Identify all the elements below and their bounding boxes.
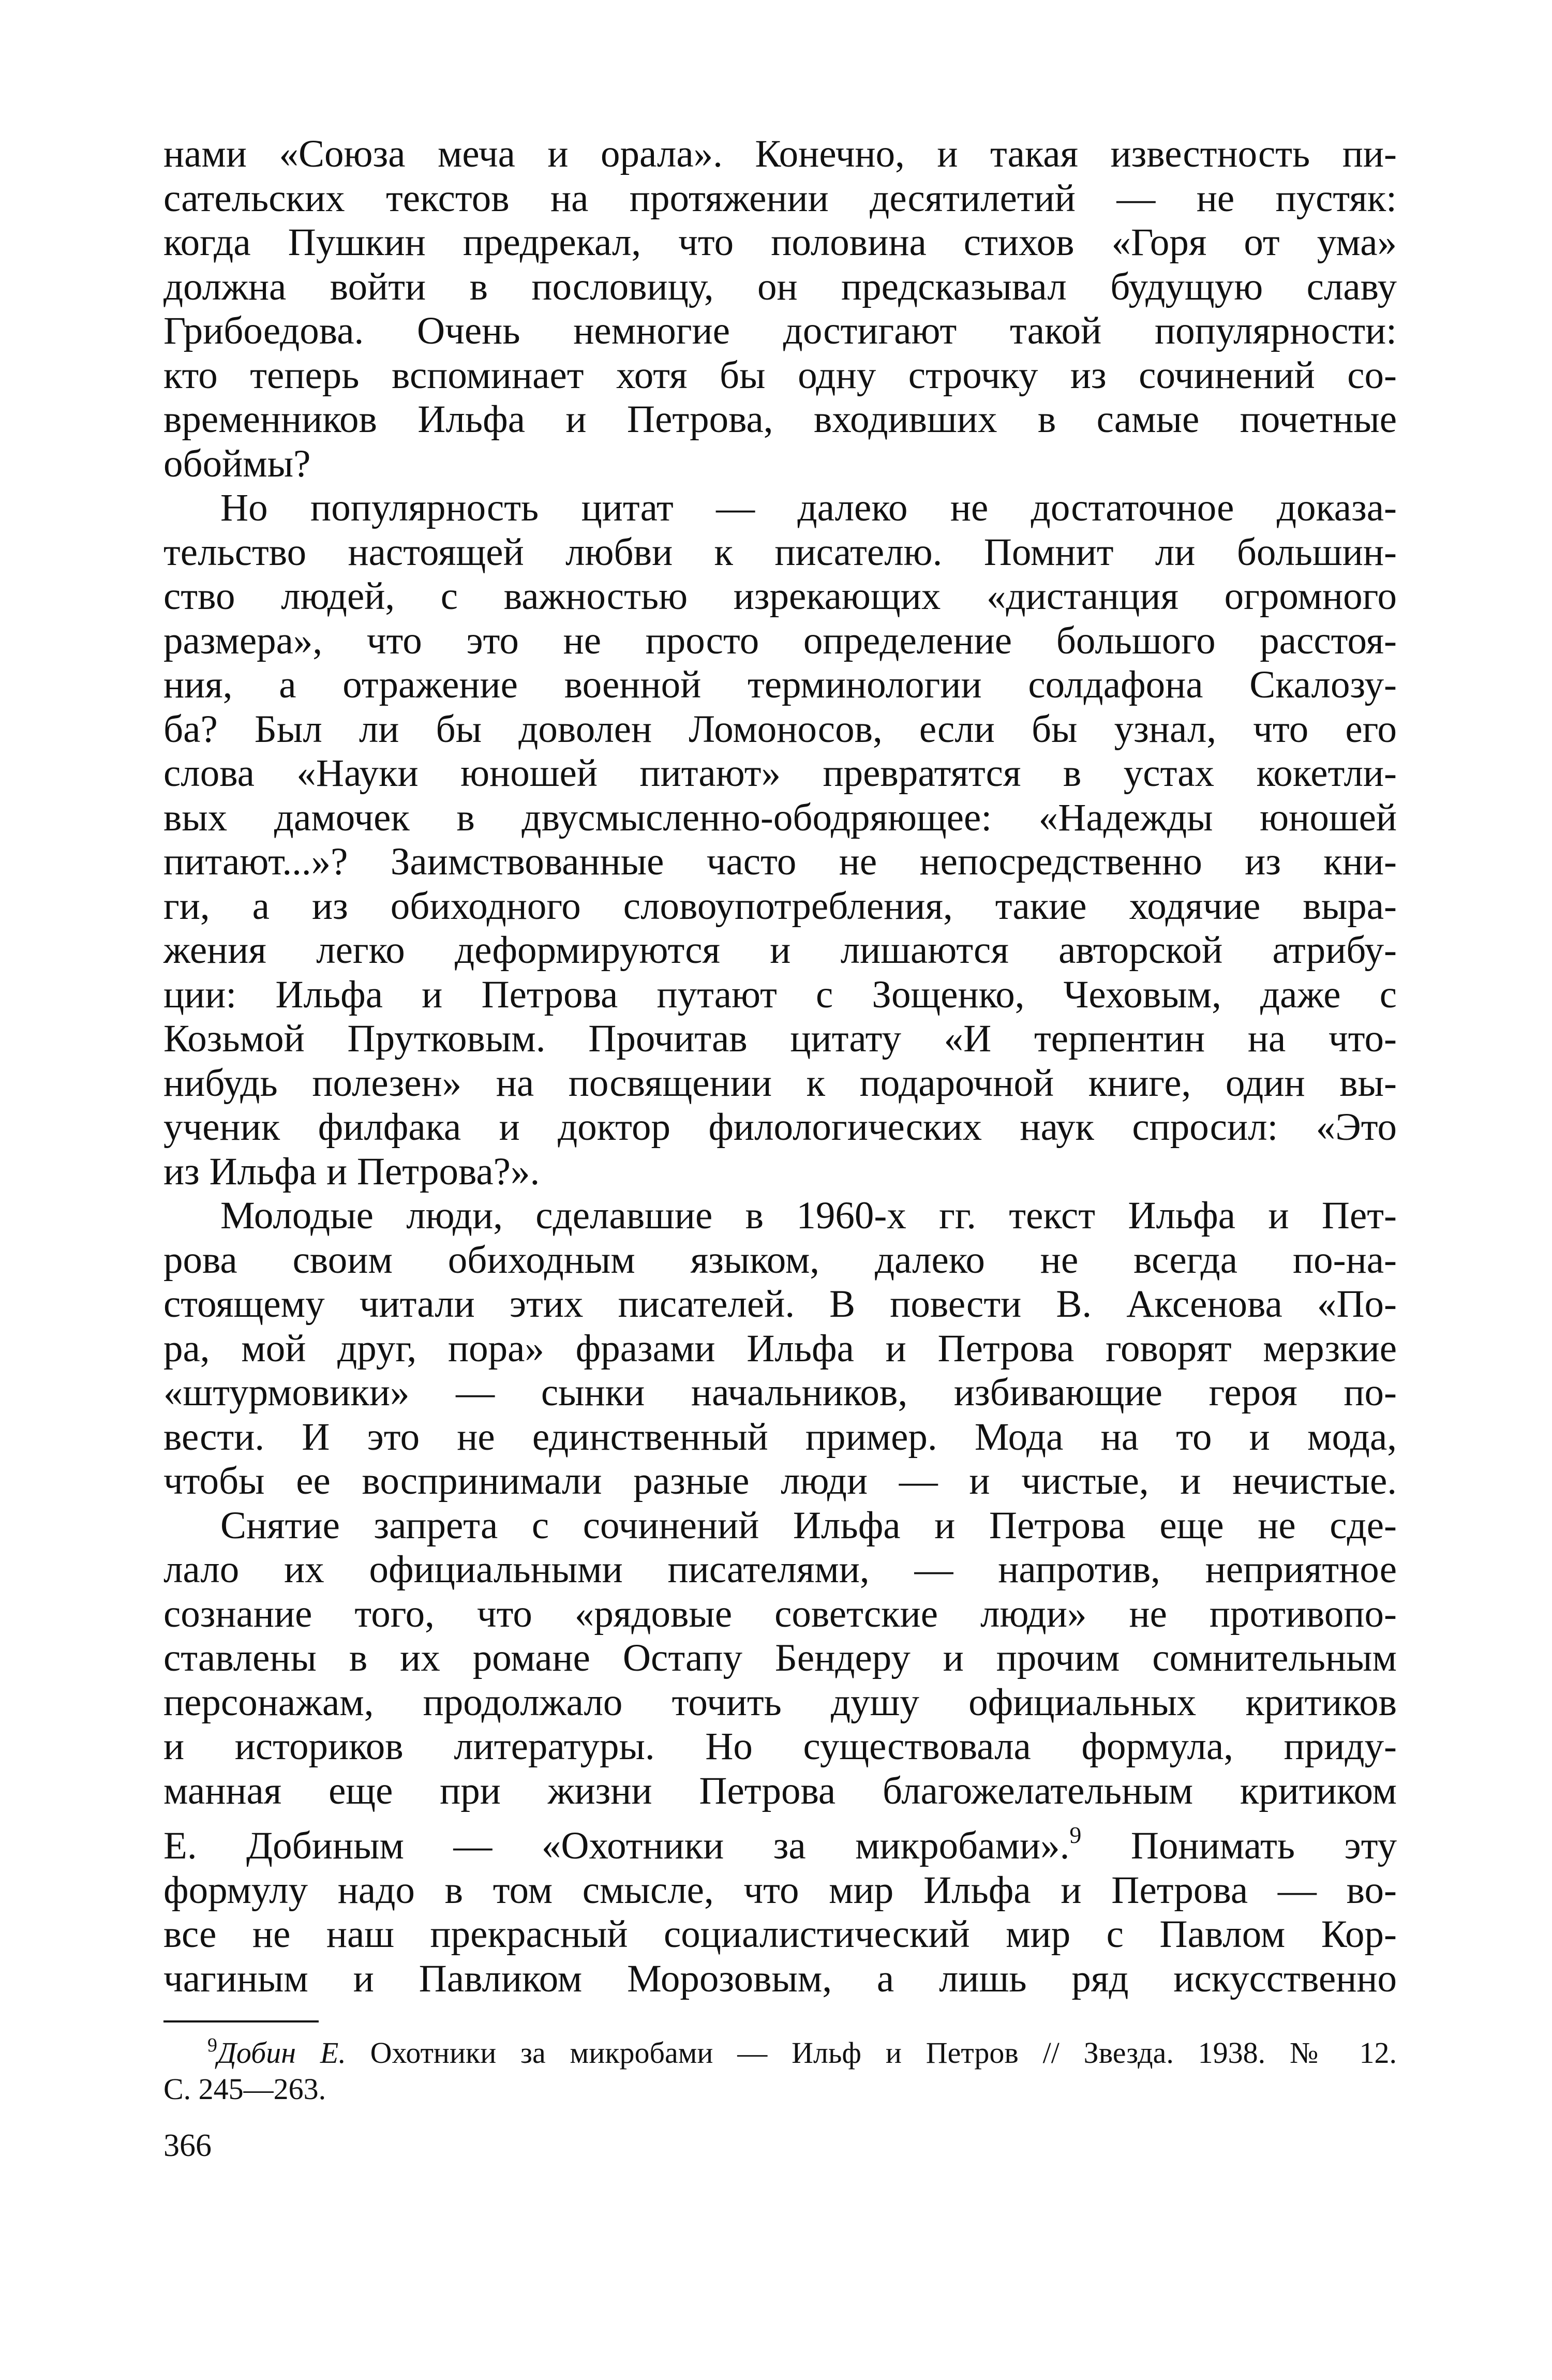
text-line: ба? Был ли бы доволен Ломоносов, если бы узнал, что его xyxy=(163,707,1397,751)
main-text xyxy=(163,132,1397,2001)
footnote-mark: 9 xyxy=(207,2034,217,2056)
text-line: должна войти в пословицу, он предсказывал будущую славу xyxy=(163,265,1397,308)
footnote-reference[interactable]: 9 xyxy=(1069,1822,1082,1848)
text-line: размера», что это не просто определение большого расстоя- xyxy=(163,619,1397,662)
footnote-author: Добин Е. xyxy=(217,2036,346,2070)
text-line: нами «Союза меча и орала». Конечно, и такая известность пи- xyxy=(163,132,1397,175)
paragraph-4 xyxy=(163,1504,1397,2001)
footnote-citation: Охотники за микробами — Ильф и Петров // Звезда. 1938. № 12. xyxy=(346,2036,1397,2070)
text-fragment: Понимать эту xyxy=(1081,1824,1397,1867)
text-line: из Ильфа и Петрова?». xyxy=(163,1150,540,1193)
text-line: питают...»? Заимствованные часто не непосредственно из кни- xyxy=(163,840,1397,883)
text-line: чтобы ее воспринимали разные люди — и чистые, и нечистые. xyxy=(163,1460,1397,1503)
text-line: чагиным и Павликом Морозовым, а лишь ряд искусственно xyxy=(163,1957,1397,2000)
text-line: Козьмой Прутковым. Прочитав цитату «И терпентин на что- xyxy=(163,1017,1397,1060)
text-line: тельство настоящей любви к писателю. Помнит ли большин- xyxy=(163,530,1397,574)
paragraph-3 xyxy=(163,1194,1397,1504)
text-line: слова «Науки юношей питают» превратятся в устах кокетли- xyxy=(163,752,1397,795)
text-line: обоймы? xyxy=(163,442,311,485)
text-line: Снятие запрета с сочинений Ильфа и Петрова еще не сде- xyxy=(220,1504,1397,1547)
text-fragment: Е. Добиным — «Охотники за микробами». xyxy=(163,1824,1070,1867)
text-line: Молодые люди, сделавшие в 1960-х гг. текст Ильфа и Пет- xyxy=(220,1194,1397,1237)
text-line: Грибоедова. Очень немногие достигают такой популярности: xyxy=(163,309,1397,352)
footnote-line xyxy=(163,2027,1397,2071)
text-line xyxy=(163,1813,1397,1868)
text-line: когда Пушкин предрекал, что половина стихов «Горя от ума» xyxy=(163,221,1397,264)
page-number: 366 xyxy=(163,2128,212,2163)
text-line: все не наш прекрасный социалистический мир с Павлом Кор- xyxy=(163,1913,1397,1956)
text-line: ции: Ильфа и Петрова путают с Зощенко, Чеховым, даже с xyxy=(163,973,1397,1016)
text-line: формулу надо в том смысле, что мир Ильфа и Петрова — во- xyxy=(163,1868,1397,1912)
text-line: временников Ильфа и Петрова, входивших в самые почетные xyxy=(163,398,1397,441)
footnote xyxy=(163,2027,1397,2107)
text-line: вых дамочек в двусмысленно-ободряющее: «Надежды юношей xyxy=(163,796,1397,839)
text-line: нибудь полезен» на посвящении к подарочной книге, один вы- xyxy=(163,1061,1397,1105)
text-line: лало их официальными писателями, — напротив, неприятное xyxy=(163,1548,1397,1591)
text-line: ученик филфака и доктор филологических наук спросил: «Это xyxy=(163,1106,1397,1149)
text-line: вести. И это не единственный пример. Мода на то и мода, xyxy=(163,1415,1397,1459)
text-line: кто теперь вспоминает хотя бы одну строчку из сочинений со- xyxy=(163,353,1397,397)
text-line: ра, мой друг, пора» фразами Ильфа и Петрова говорят мерзкие xyxy=(163,1327,1397,1370)
text-line: жения легко деформируются и лишаются авторской атрибу- xyxy=(163,929,1397,972)
text-line: ния, а отражение военной терминологии солдафона Скалозу- xyxy=(163,663,1397,706)
text-line: сознание того, что «рядовые советские люди» не противопо- xyxy=(163,1592,1397,1635)
text-line: Но популярность цитат — далеко не достаточное доказа- xyxy=(220,486,1397,529)
text-line: сательских текстов на протяжении десятилетий — не пустяк: xyxy=(163,176,1397,220)
text-line: рова своим обиходным языком, далеко не всегда по-на- xyxy=(163,1238,1397,1282)
text-line: персонажам, продолжало точить душу официальных критиков xyxy=(163,1680,1397,1724)
paragraph-2 xyxy=(163,486,1397,1194)
paragraph-1 xyxy=(163,132,1397,486)
text-line: «штурмовики» — сынки начальников, избивающие героя по- xyxy=(163,1371,1397,1414)
text-line: и историков литературы. Но существовала формула, приду- xyxy=(163,1725,1397,1768)
footnote-line: С. 245—263. xyxy=(163,2072,326,2106)
text-line: стоящему читали этих писателей. В повести В. Аксенова «По- xyxy=(163,1283,1397,1326)
text-line: ги, а из обиходного словоупотребления, такие ходячие выра- xyxy=(163,884,1397,928)
text-line: ставлены в их романе Остапу Бендеру и прочим сомнительным xyxy=(163,1637,1397,1679)
text-line: манная еще при жизни Петрова благожелательным критиком xyxy=(163,1769,1397,1812)
text-line: ство людей, с важностью изрекающих «дистанция огромного xyxy=(163,575,1397,618)
footnote-divider xyxy=(163,2020,319,2022)
